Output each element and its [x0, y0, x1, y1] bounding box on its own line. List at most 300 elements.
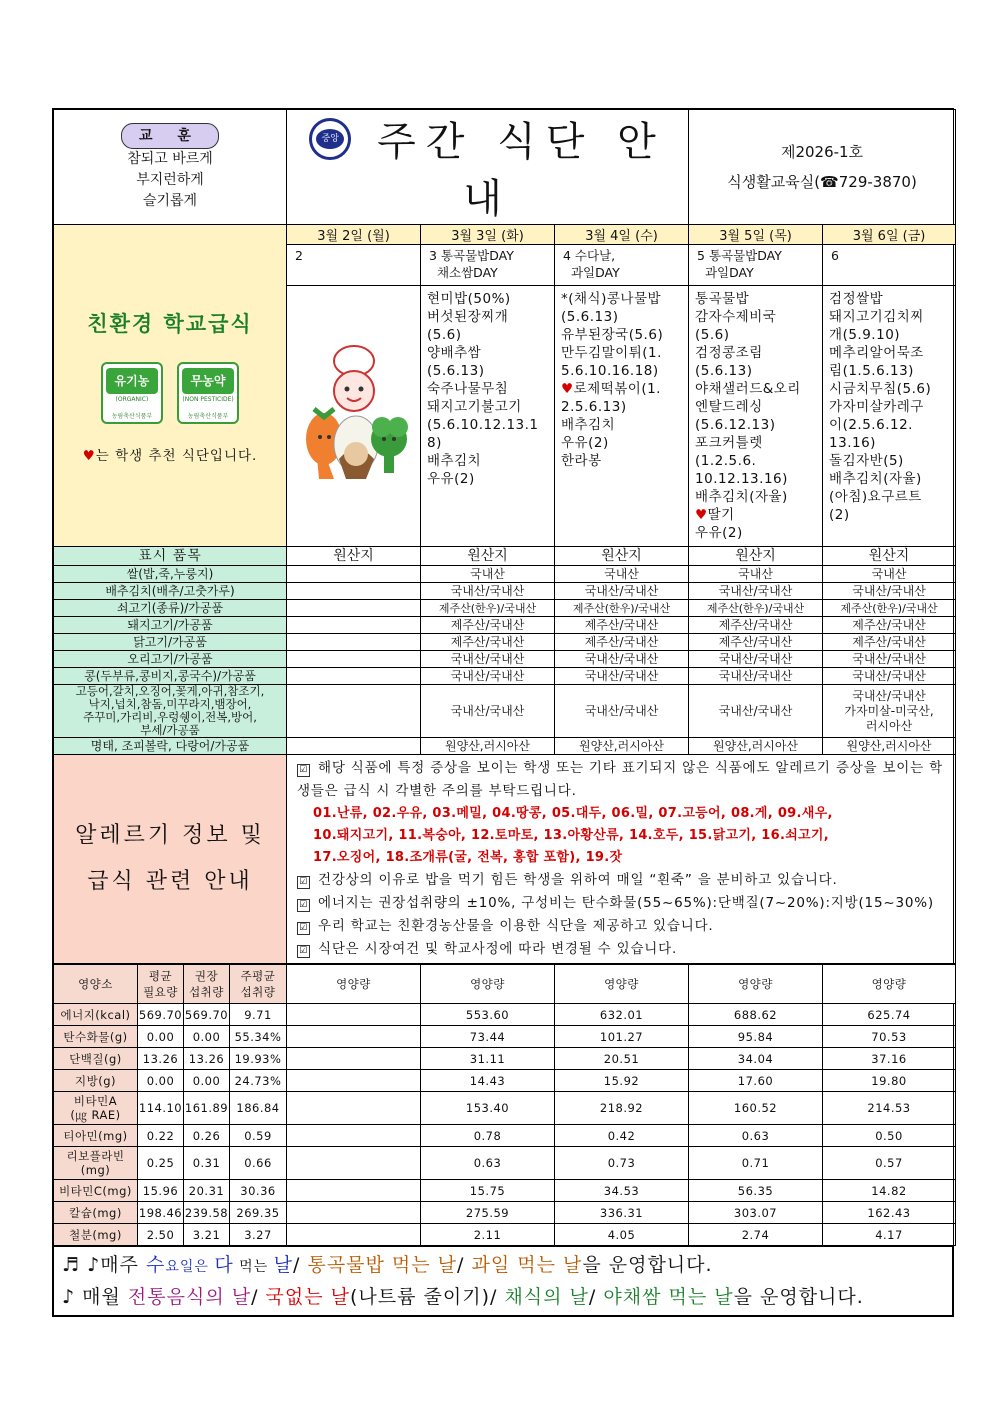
origin-value: 국내산/국내산	[421, 685, 555, 738]
sep: /	[588, 1286, 604, 1308]
nutrient-value: 95.84	[689, 1026, 823, 1048]
origin-value: 국내산/국내산	[555, 583, 689, 600]
checkbox-icon: ☑	[297, 764, 310, 777]
nutrient-name: 티아민(mg)	[54, 1125, 138, 1147]
school-logo-icon	[309, 118, 351, 160]
origin-value: 제주산/국내산	[823, 634, 956, 651]
nutrient-value: 0.78	[421, 1125, 555, 1147]
nutrient-name: 비타민A (㎍ RAE)	[54, 1092, 138, 1125]
origin-value: 제주산/국내산	[555, 634, 689, 651]
nutrient-name: 에너지(kcal)	[54, 1004, 138, 1026]
origin-value: 제주산/국내산	[823, 617, 956, 634]
pesticide-free-badge-icon	[177, 362, 239, 424]
sep: /	[457, 1254, 472, 1276]
menu-item	[695, 506, 816, 524]
whole-grain-day: 통곡물밥 먹는 날	[307, 1254, 458, 1276]
nutrient-avg: 0.25	[138, 1147, 184, 1180]
origin-value: 국내산/국내산	[421, 668, 555, 685]
nutrient-value: 0.71	[689, 1147, 823, 1180]
nutrient-avg: 0.22	[138, 1125, 184, 1147]
origin-value: 국내산	[421, 566, 555, 583]
nutrient-value: 0.50	[823, 1125, 956, 1147]
origin-value: 국내산/국내산	[823, 651, 956, 668]
menu-item: (아침)요구르트	[829, 489, 922, 505]
nutrition-table	[53, 964, 956, 1246]
da-word: 다	[214, 1254, 234, 1276]
menu-item: 메추리알어묵조	[829, 345, 924, 361]
origin-value: 국내산/국내산	[421, 651, 555, 668]
nal-word: 날	[273, 1254, 294, 1276]
origin-value: 국내산	[555, 566, 689, 583]
nutrient-value: 73.44	[421, 1026, 555, 1048]
origin-value: 국내산	[689, 566, 823, 583]
menu-item: 만두김말이튀(1.	[561, 345, 662, 361]
menu-item: (5.6.13)	[427, 363, 485, 379]
recommend-text: 는 학생 추천 식단입니다.	[95, 447, 258, 464]
allergy-title	[54, 755, 287, 964]
nutrient-value: 153.40	[421, 1092, 555, 1125]
allergen-list-1: 01.난류, 02.우유, 03.메밀, 04.땅콩, 05.대두, 06.밀, 07.고등어, 08.게, 09.새우,	[313, 806, 833, 821]
origin-value	[287, 566, 421, 583]
day-event-tue: 3 통곡물밥DAY 채소쌈DAY	[421, 245, 555, 286]
origin-item-label: 쌀(밥,죽,누룽지)	[54, 566, 287, 583]
nutrient-week: 3.27	[230, 1224, 287, 1246]
nutrient-rec: 0.00	[184, 1026, 230, 1048]
menu-item: (5.6)	[427, 327, 462, 343]
nutrient-name: 단백질(g)	[54, 1048, 138, 1070]
end-text: 을 운영합니다.	[582, 1254, 713, 1276]
origin-value: 원양산,러시아산	[689, 738, 823, 755]
origin-item-label: 쇠고기(종류)/가공품	[54, 600, 287, 617]
menu-tue	[421, 286, 555, 547]
organic-gov: 농림축산식품부	[111, 412, 153, 420]
nutrient-value	[287, 1026, 421, 1048]
note-2-text: 건강상의 이유로 밥을 먹기 힘든 학생을 위하여 매일 “흰죽” 을 분비하고 있습니다.	[318, 872, 838, 888]
origin-value: 국내산/국내산	[689, 583, 823, 600]
organic-badge-icon	[101, 362, 163, 424]
pesticide-free-sub: (NON PESTICIDE)	[182, 395, 234, 403]
heart-icon: ♥	[82, 447, 96, 464]
nut-header-rec-2: 섭취량	[189, 985, 224, 999]
heart-icon: ♥	[695, 507, 708, 523]
origin-value: 국내산/국내산	[555, 668, 689, 685]
nutrient-week: 55.34%	[230, 1026, 287, 1048]
origin-item-label: 오리고기/가공품	[54, 651, 287, 668]
origin-item-label: 명태, 조피볼락, 다랑어/가공품	[54, 738, 287, 755]
origin-value: 원양산,러시아산	[555, 738, 689, 755]
origin-value: 원양산,러시아산	[421, 738, 555, 755]
eco-info-panel	[54, 225, 287, 547]
wed-word: 수	[145, 1254, 166, 1276]
origin-value	[287, 738, 421, 755]
menu-item: *(채식)콩나물밥	[561, 291, 662, 307]
menu-item: 통곡물밥	[695, 291, 750, 307]
menu-item: 돼지고기불고기	[427, 399, 522, 415]
nutrient-value: 19.80	[823, 1070, 956, 1092]
nutrient-value	[287, 1202, 421, 1224]
nutrient-rec: 161.89	[184, 1092, 230, 1125]
nut-header-thu: 영양량	[689, 965, 823, 1004]
menu-item: 유부된장국(5.6)	[561, 327, 664, 343]
origin-value: 국내산/국내산 가자미살-미국산, 러시아산	[823, 685, 956, 738]
nutrient-rec: 20.31	[184, 1180, 230, 1202]
menu-fri	[823, 286, 956, 547]
nutrient-value: 0.73	[555, 1147, 689, 1180]
nutrient-week: 269.35	[230, 1202, 287, 1224]
menu-item: (5.6.10.12.13.1	[427, 417, 539, 433]
weekly-menu-sheet	[52, 108, 954, 1317]
nutrient-name: 지방(g)	[54, 1070, 138, 1092]
nutrient-avg: 198.46	[138, 1202, 184, 1224]
checkbox-icon: ☑	[297, 899, 310, 912]
nutrient-value: 2.74	[689, 1224, 823, 1246]
origin-value: 원양산,러시아산	[823, 738, 956, 755]
checkbox-icon: ☑	[297, 922, 310, 935]
menu-item: 감자수제비국	[695, 309, 777, 325]
nutrient-week: 186.84	[230, 1092, 287, 1125]
nutrient-name: 칼슘(mg)	[54, 1202, 138, 1224]
nutrient-value: 218.92	[555, 1092, 689, 1125]
day-date-wed: 3월 4일 (수)	[555, 225, 689, 245]
day-event-mon: 2	[287, 245, 421, 286]
no-soup-day: 국없는 날	[265, 1286, 351, 1308]
nut-header-avg-2: 필요량	[143, 985, 178, 999]
origin-value: 제주산(한우)/국내산	[689, 600, 823, 617]
menu-item: 검정콩조림	[695, 345, 763, 361]
origin-value: 제주산/국내산	[689, 634, 823, 651]
nutrient-name: 비타민C(mg)	[54, 1180, 138, 1202]
note-5-text: 식단은 시장여건 및 학교사정에 따라 변경될 수 있습니다.	[318, 941, 678, 957]
origin-value: 국내산/국내산	[689, 651, 823, 668]
nutrient-value: 0.63	[421, 1147, 555, 1180]
eco-title: 친환경 학교급식	[87, 311, 253, 336]
nutrient-value: 553.60	[421, 1004, 555, 1026]
allergy-title-line-1: 알레르기 정보 및	[75, 823, 265, 848]
end-text: 을 운영합니다.	[733, 1286, 864, 1308]
menu-item-text: 로제떡볶이(1.	[573, 381, 661, 397]
title-cell	[287, 110, 689, 225]
nutrient-value	[287, 1048, 421, 1070]
nut-header-week	[230, 965, 287, 1004]
nutrient-rec: 239.58	[184, 1202, 230, 1224]
sodium-note: (나트륨 줄이기)/	[350, 1286, 505, 1308]
menu-item: (2)	[829, 507, 850, 523]
vegetable-mascot-icon	[294, 339, 414, 489]
allergen-list-2: 10.돼지고기, 11.복숭아, 12.토마토, 13.아황산류, 14.호두, 15.닭고기, 16.쇠고기,	[313, 828, 830, 843]
menu-item: 검정쌀밥	[829, 291, 884, 307]
nutrient-value: 4.05	[555, 1224, 689, 1246]
nutrient-value	[287, 1180, 421, 1202]
nutrient-avg: 114.10	[138, 1092, 184, 1125]
nutrient-week: 0.66	[230, 1147, 287, 1180]
day-date-fri: 3월 6일 (금)	[823, 225, 956, 245]
nutrient-value: 2.11	[421, 1224, 555, 1246]
menu-item: 한라봉	[561, 453, 602, 469]
nutrient-value	[287, 1224, 421, 1246]
nutrient-value: 275.59	[421, 1202, 555, 1224]
menu-item: 개(5.9.10)	[829, 327, 901, 343]
nut-header-nutrient: 영양소	[54, 965, 138, 1004]
pesticide-free-gov: 농림축산식품부	[187, 412, 229, 420]
menu-item: 10.12.13.16)	[695, 471, 788, 487]
menu-item-text: 딸기	[707, 507, 735, 523]
day-event-wed: 4 수다날, 과일DAY	[555, 245, 689, 286]
nutrient-value: 15.92	[555, 1070, 689, 1092]
nutrient-value: 336.31	[555, 1202, 689, 1224]
nutrient-rec: 569.70	[184, 1004, 230, 1026]
origin-item-label: 닭고기/가공품	[54, 634, 287, 651]
menu-item: 포크커틀렛	[695, 435, 763, 451]
origin-header-wed: 원산지	[555, 547, 689, 566]
menu-item: (5.6.13)	[561, 309, 619, 325]
origin-value: 제주산/국내산	[689, 617, 823, 634]
note-4-text: 우리 학교는 친환경농산물을 이용한 식단을 제공하고 있습니다.	[318, 918, 714, 934]
nutrient-rec: 0.26	[184, 1125, 230, 1147]
nutrient-name: 탄수화물(g)	[54, 1026, 138, 1048]
origin-value: 국내산	[823, 566, 956, 583]
nutrient-avg: 0.00	[138, 1026, 184, 1048]
nut-header-fri: 영양량	[823, 965, 956, 1004]
nutrient-value: 14.82	[823, 1180, 956, 1202]
origin-value: 국내산/국내산	[555, 685, 689, 738]
allergy-title-line-2: 급식 관련 안내	[87, 869, 253, 894]
motto-badge: 교 훈	[121, 123, 219, 149]
nutrient-value: 625.74	[823, 1004, 956, 1026]
menu-wed	[555, 286, 689, 547]
nutrient-value: 162.43	[823, 1202, 956, 1224]
allergy-note-5	[297, 938, 945, 961]
menu-item: 2.5.6.13)	[561, 399, 627, 415]
day-date-mon: 3월 2일 (월)	[287, 225, 421, 245]
nutrient-rec: 0.00	[184, 1070, 230, 1092]
menu-item: 버섯된장찌개	[427, 309, 509, 325]
traditional-day: 전통음식의 날	[127, 1286, 252, 1308]
menu-item: 배추김치(자율)	[829, 471, 922, 487]
origin-value	[287, 583, 421, 600]
nutrient-value: 160.52	[689, 1092, 823, 1125]
nutrient-week: 24.73%	[230, 1070, 287, 1092]
origin-value	[287, 668, 421, 685]
nutrient-value: 17.60	[689, 1070, 823, 1092]
motto-line-2: 부지런하게	[136, 171, 204, 188]
menu-item: 이(2.5.6.12.	[829, 417, 913, 433]
menu-item: 배추김치	[427, 453, 482, 469]
allergy-note-3	[297, 892, 945, 915]
school-motto	[54, 110, 287, 225]
nutrient-value: 101.27	[555, 1026, 689, 1048]
origin-header-tue: 원산지	[421, 547, 555, 566]
nutrient-week: 0.59	[230, 1125, 287, 1147]
menu-item: (5.6.12.13)	[695, 417, 776, 433]
nutrient-value: 56.35	[689, 1180, 823, 1202]
menu-item: 양배추쌈	[427, 345, 482, 361]
menu-item: (5.6.13)	[695, 363, 753, 379]
nutrient-value: 4.17	[823, 1224, 956, 1246]
allergy-note-1	[297, 757, 945, 803]
nutrient-value: 37.16	[823, 1048, 956, 1070]
motto-line-3: 슬기롭게	[142, 192, 198, 209]
logo-text: 중앙	[316, 129, 344, 149]
origin-value	[287, 634, 421, 651]
nutrient-value	[287, 1125, 421, 1147]
menu-item: 배추김치	[561, 417, 616, 433]
nutrient-rec: 3.21	[184, 1224, 230, 1246]
nutrient-value: 0.63	[689, 1125, 823, 1147]
nutrient-value: 31.11	[421, 1048, 555, 1070]
menu-item: 숙주나물무침	[427, 381, 509, 397]
origin-value: 제주산(한우)/국내산	[421, 600, 555, 617]
menu-thu	[689, 286, 823, 547]
origin-item-label: 돼지고기/가공품	[54, 617, 287, 634]
menu-item: 우유(2)	[561, 435, 609, 451]
origin-value: 국내산/국내산	[421, 583, 555, 600]
origin-item-label: 배추김치(배추/고춧가루)	[54, 583, 287, 600]
footer-line-2	[62, 1282, 944, 1312]
nut-header-avg	[138, 965, 184, 1004]
note-1-text: 해당 식품에 특정 증상을 보이는 학생 또는 기타 표기되지 않은 식품에도 알레르기 증상을 보이는 학생들은 급식 시 각별한 주의를 부탁드립니다.	[297, 760, 943, 799]
origin-item-label: 고등어,갈치,오징어,꽃게,아귀,참조기, 낙지,넙치,참돔,미꾸라지,뱀장어, 주꾸미,가리비,우렁쉥이,전복,방어, 부세/가공품	[54, 685, 287, 738]
nut-header-rec	[184, 965, 230, 1004]
nutrient-rec: 0.31	[184, 1147, 230, 1180]
nutrient-value	[287, 1147, 421, 1180]
day-event-fri: 6	[823, 245, 956, 286]
origin-value: 제주산/국내산	[421, 634, 555, 651]
nutrient-name: 리보플라빈 (mg)	[54, 1147, 138, 1180]
nutrient-name: 철분(mg)	[54, 1224, 138, 1246]
office-contact: 식생활교육실(☎729-3870)	[727, 173, 917, 191]
pesticide-free-label: 무농약	[182, 368, 234, 394]
note-3-text: 에너지는 권장섭취량의 ±10%, 구성비는 탄수화물(55~65%):단백질(7~20%):지방(15~30%)	[318, 895, 934, 911]
menu-item: 현미밥(50%)	[427, 291, 511, 307]
monthly-label: ♪ 매월	[62, 1286, 128, 1308]
nut-header-rec-1: 권장	[194, 969, 219, 983]
nutrient-value: 632.01	[555, 1004, 689, 1026]
menu-item: 시금치무침(5.6)	[829, 381, 932, 397]
nutrient-rec: 13.26	[184, 1048, 230, 1070]
nutrient-value: 0.42	[555, 1125, 689, 1147]
nutrient-value: 303.07	[689, 1202, 823, 1224]
origin-value: 국내산/국내산	[689, 685, 823, 738]
nutrient-avg: 0.00	[138, 1070, 184, 1092]
nutrient-week: 30.36	[230, 1180, 287, 1202]
allergen-list-3: 17.오징어, 18.조개류(굴, 전복, 홍합 포함), 19.잣	[313, 850, 623, 865]
nutrient-value: 14.43	[421, 1070, 555, 1092]
menu-item: 배추김치(자율)	[695, 489, 788, 505]
allergy-note-4	[297, 915, 945, 938]
music-notes: ♬ ♪매주	[62, 1254, 146, 1276]
nut-header-wed: 영양량	[555, 965, 689, 1004]
yoil-word: 요일은	[165, 1259, 215, 1275]
origin-value: 국내산/국내산	[689, 668, 823, 685]
issue-number: 제2026-1호	[780, 143, 864, 161]
wrap-day: 야채쌈 먹는 날	[603, 1286, 734, 1308]
menu-item: 13.16)	[829, 435, 876, 451]
nutrient-value: 34.04	[689, 1048, 823, 1070]
sep: /	[251, 1286, 266, 1308]
menu-item: 야채샐러드&오리	[695, 381, 801, 397]
day-date-tue: 3월 3일 (화)	[421, 225, 555, 245]
nut-header-tue: 영양량	[421, 965, 555, 1004]
organic-sub: (ORGANIC)	[115, 395, 149, 403]
origin-value: 제주산(한우)/국내산	[555, 600, 689, 617]
origin-value: 국내산/국내산	[823, 583, 956, 600]
menu-item: 림(1.5.6.13)	[829, 363, 914, 379]
nutrient-value: 214.53	[823, 1092, 956, 1125]
heart-icon: ♥	[561, 381, 574, 397]
origin-header-thu: 원산지	[689, 547, 823, 566]
nutrient-value	[287, 1004, 421, 1026]
issue-info	[689, 110, 956, 225]
nutrient-avg: 13.26	[138, 1048, 184, 1070]
nut-header-week-1: 주평균	[240, 969, 276, 983]
allergy-note-2	[297, 869, 945, 892]
meok-word: 먹는	[233, 1259, 274, 1275]
menu-item: 가자미살카레구	[829, 399, 924, 415]
origin-header-label: 표시 품목	[54, 547, 287, 566]
menu-item: 돌김자반(5)	[829, 453, 904, 469]
origin-value: 국내산/국내산	[555, 651, 689, 668]
menu-item: (1.2.5.6.	[695, 453, 757, 469]
menu-item: 5.6.10.16.18)	[561, 363, 659, 379]
day-event-thu: 5 통곡물밥DAY 과일DAY	[689, 245, 823, 286]
nut-header-avg-1: 평균	[148, 969, 173, 983]
origin-value: 제주산/국내산	[421, 617, 555, 634]
nut-header-mon: 영양량	[287, 965, 421, 1004]
origin-value	[287, 600, 421, 617]
menu-item: 돼지고기김치찌	[829, 309, 924, 325]
nutrient-value: 0.57	[823, 1147, 956, 1180]
footer-line-1	[62, 1250, 944, 1282]
nutrient-value: 70.53	[823, 1026, 956, 1048]
page-title: 주간 식단 안내	[377, 119, 666, 222]
mascot-cell	[287, 286, 421, 547]
menu-item: 엔탈드레싱	[695, 399, 763, 415]
nutrient-avg: 15.96	[138, 1180, 184, 1202]
origin-value	[287, 685, 421, 738]
origin-value: 제주산/국내산	[555, 617, 689, 634]
footer-notes	[54, 1247, 953, 1316]
menu-item: 8)	[427, 435, 442, 451]
allergy-notes	[287, 755, 956, 964]
day-date-thu: 3월 5일 (목)	[689, 225, 823, 245]
nutrient-week: 9.71	[230, 1004, 287, 1026]
fruit-day: 과일 먹는 날	[471, 1254, 583, 1276]
menu-item: 우유(2)	[427, 471, 475, 487]
nutrient-value: 20.51	[555, 1048, 689, 1070]
nut-header-week-2: 섭취량	[240, 985, 276, 999]
nutrient-week: 19.93%	[230, 1048, 287, 1070]
origin-value	[287, 651, 421, 668]
nutrient-avg: 2.50	[138, 1224, 184, 1246]
menu-item: 우유(2)	[695, 525, 743, 541]
menu-item	[561, 380, 682, 398]
checkbox-icon: ☑	[297, 876, 310, 889]
nutrient-value: 688.62	[689, 1004, 823, 1026]
nutrient-value: 34.53	[555, 1180, 689, 1202]
vegetarian-day: 채식의 날	[504, 1286, 589, 1308]
origin-value	[287, 617, 421, 634]
nutrient-value	[287, 1092, 421, 1125]
menu-item: (5.6)	[695, 327, 730, 343]
organic-label: 유기농	[106, 368, 158, 394]
nutrient-value: 15.75	[421, 1180, 555, 1202]
origin-value: 국내산/국내산	[823, 668, 956, 685]
nutrient-value	[287, 1070, 421, 1092]
checkbox-icon: ☑	[297, 945, 310, 958]
origin-header-fri: 원산지	[823, 547, 956, 566]
origin-item-label: 콩(두부류,콩비지,콩국수)/가공품	[54, 668, 287, 685]
origin-value: 제주산(한우)/국내산	[823, 600, 956, 617]
